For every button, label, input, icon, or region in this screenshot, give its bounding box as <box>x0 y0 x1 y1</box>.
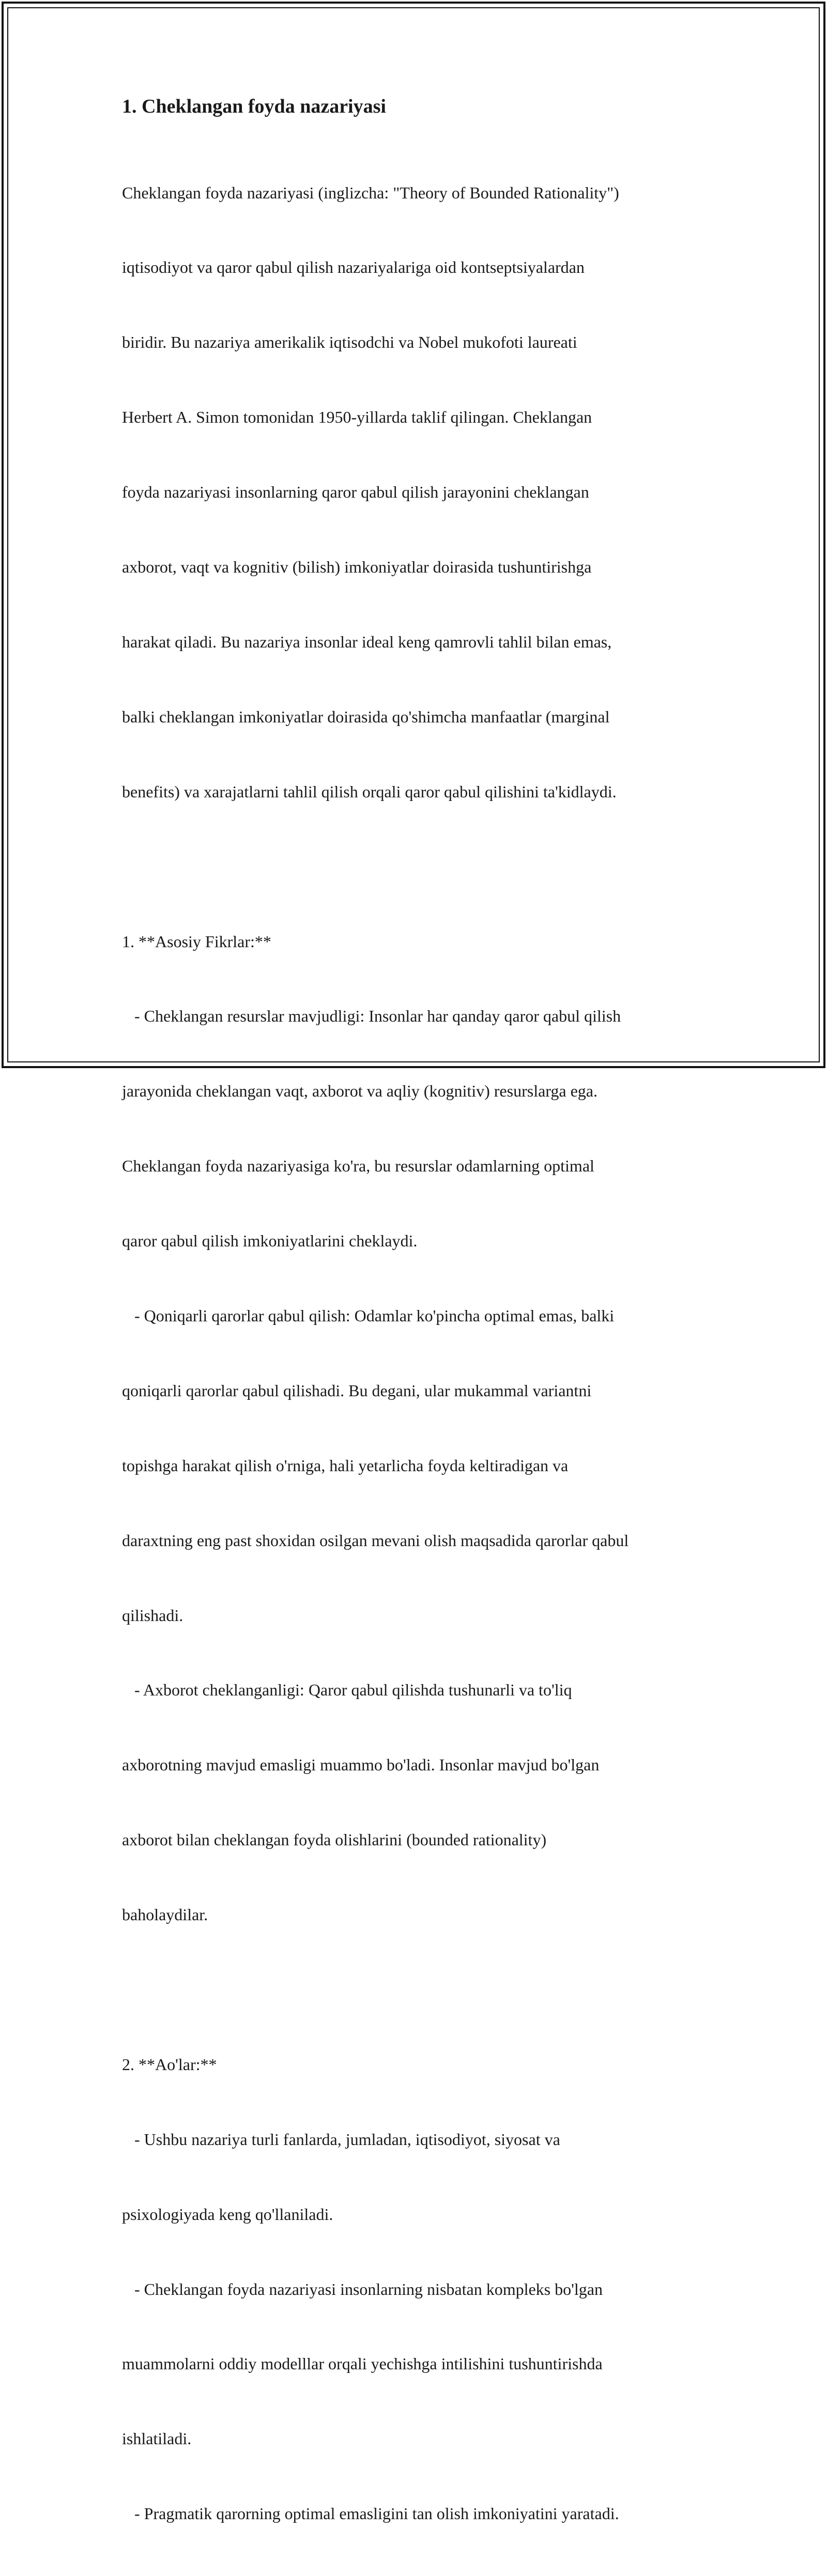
text-line: qilishadi. <box>122 1606 183 1625</box>
text-line: benefits) va xarajatlarni tahlil qilish orqali qaror qabul qilishini ta'kidlaydi. <box>122 782 617 801</box>
document-body <box>122 94 716 2576</box>
text-line: axborotning mavjud emasligi muammo bo'ladi. Insonlar mavjud bo'lgan <box>122 1755 600 1775</box>
text-line: axborot, vaqt va kognitiv (bilish) imkoniyatlar doirasida tushuntirishga <box>122 558 592 577</box>
section-applications <box>122 2002 716 2576</box>
section-main-ideas <box>122 879 716 1977</box>
text-line: Herbert A. Simon tomonidan 1950-yillarda taklif qilingan. Cheklangan <box>122 408 592 427</box>
text-line: - Ushbu nazariya turli fanlarda, jumladan, iqtisodiyot, siyosat va <box>122 2130 560 2149</box>
text-line: - Qoniqarli qarorlar qabul qilish: Odamlar ko'pincha optimal emas, balki <box>122 1306 615 1325</box>
text-line: - Cheklangan foyda nazariyasi insonlarning nisbatan kompleks bo'lgan <box>122 2279 603 2299</box>
text-line: Cheklangan foyda nazariyasiga ko'ra, bu resurslar odamlarning optimal <box>122 1156 594 1176</box>
text-line: topishga harakat qilish o'rniga, hali yetarlicha foyda keltiradigan va <box>122 1456 569 1475</box>
text-line: muammolarni oddiy modelllar orqali yechishga intilishini tushuntirishda <box>122 2354 603 2373</box>
text-line: Cheklangan foyda nazariyasi (inglizcha: "Theory of Bounded Rationality") <box>122 183 619 202</box>
text-line: ishlatiladi. <box>122 2429 192 2448</box>
text-line: - Axborot cheklanganligi: Qaror qabul qilishda tushunarli va to'liq <box>122 1680 572 1700</box>
text-line: harakat qiladi. Bu nazariya insonlar ideal keng qamrovli tahlil bilan emas, <box>122 632 612 651</box>
text-line: baholaydilar. <box>122 1905 208 1924</box>
text-line: qoniqarli qarorlar qabul qilishadi. Bu degani, ular mukammal variantni <box>122 1381 592 1400</box>
text-line: biridir. Bu nazariya amerikalik iqtisodchi va Nobel mukofoti laureati <box>122 333 577 352</box>
document-title: 1. Cheklangan foyda nazariyasi <box>122 96 386 117</box>
blank-line <box>122 1977 716 2002</box>
text-line: balki cheklangan imkoniyatlar doirasida qo'shimcha manfaatlar (marginal <box>122 707 610 726</box>
text-line: daraxtning eng past shoxidan osilgan mevani olish maqsadida qarorlar qabul <box>122 1531 629 1550</box>
text-line: psixologiyada keng qo'llaniladi. <box>122 2204 333 2224</box>
text-line: qaror qabul qilish imkoniyatlarini cheklaydi. <box>122 1231 418 1251</box>
section-heading: 2. **Ao'lar:** <box>122 2055 217 2074</box>
section-heading: 1. **Asosiy Fikrlar:** <box>122 932 271 951</box>
text-line: jarayonida cheklangan vaqt, axborot va aqliy (kognitiv) resurslarga ega. <box>122 1082 598 1101</box>
text-line: foyda nazariyasi insonlarning qaror qabul qilish jarayonini cheklangan <box>122 483 589 502</box>
blank-line <box>122 854 716 879</box>
text-line: - Cheklangan resurslar mavjudligi: Insonlar har qanday qaror qabul qilish <box>122 1007 621 1026</box>
text-line: - Pragmatik qarorning optimal emasligini tan olish imkoniyatini yaratadi. <box>122 2504 619 2523</box>
intro-paragraph <box>122 130 716 854</box>
text-line: axborot bilan cheklangan foyda olishlarini (bounded rationality) <box>122 1830 547 1849</box>
text-line: iqtisodiyot va qaror qabul qilish nazariyalariga oid kontseptsiyalardan <box>122 258 585 277</box>
